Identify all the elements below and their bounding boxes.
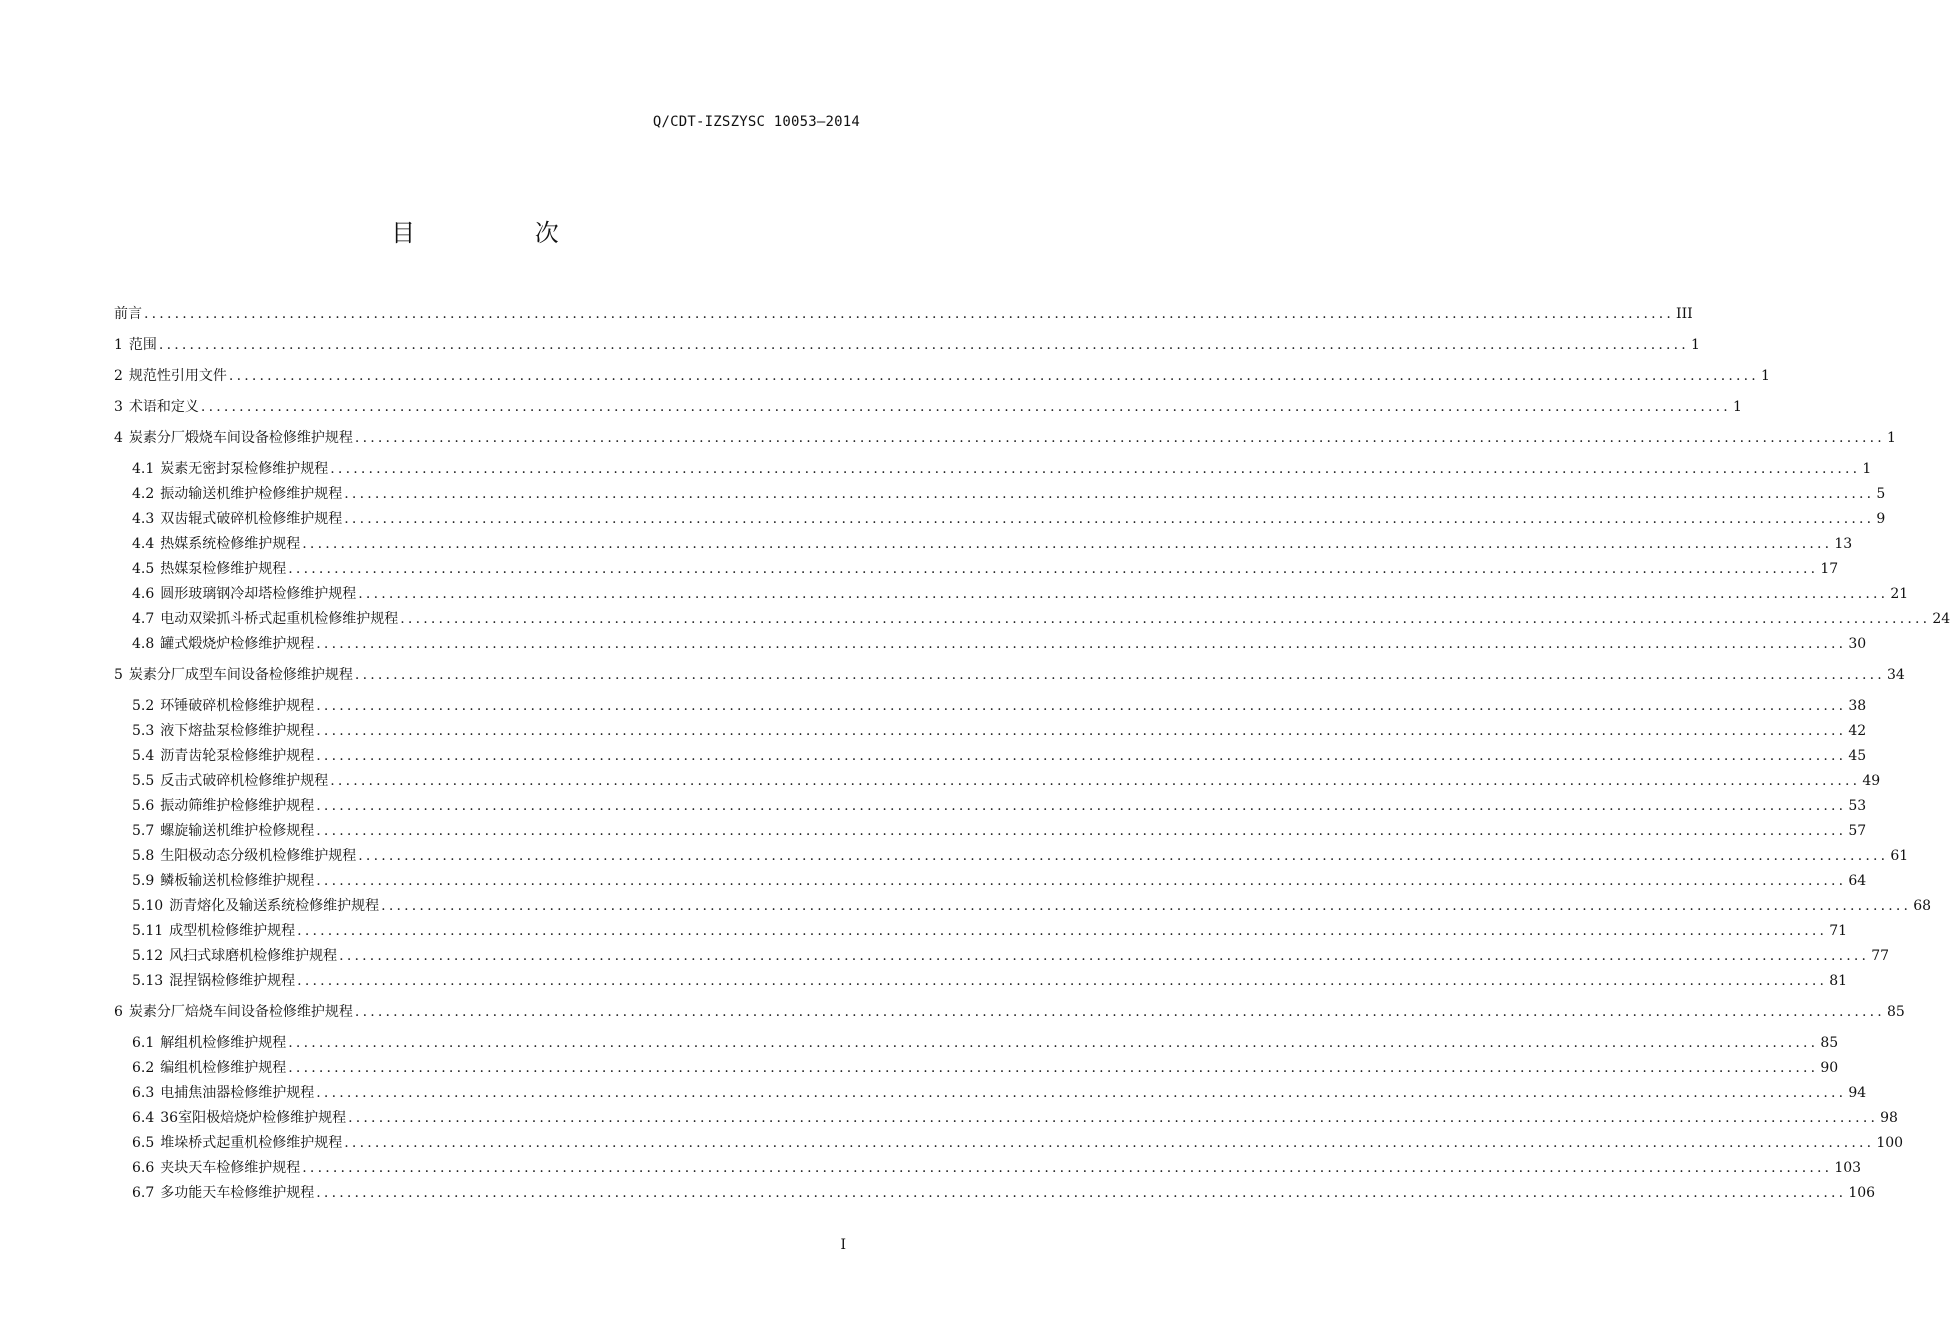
toc-entry-label: 双齿辊式破碎机检修维护规程 [160,511,343,527]
toc-leader-dots: ........................................................................................................................................................................................................ [288,1035,1819,1051]
toc-entry-page: 61 [1890,848,1909,864]
toc-leader-dots: ........................................................................................................................................................................................................ [400,611,1931,627]
toc-entry-number: 6.6 [132,1160,155,1176]
toc-entry-label: 36室阳极焙烧炉检修维护规程 [160,1110,347,1126]
toc-leader-dots: ........................................................................................................................................................................................................ [200,399,1731,415]
toc-entry-number: 6.4 [132,1110,155,1126]
toc-entry[interactable] [132,505,1886,529]
toc-entry-label: 液下熔盐泵检修维护规程 [160,723,315,739]
toc-entry[interactable] [114,300,1693,324]
toc-entry-number: 5.6 [132,798,155,814]
toc-entry[interactable] [132,530,1853,554]
toc-entry-label: 环锤破碎机检修维护规程 [160,698,315,714]
toc-entry-label: 多功能天车检修维护规程 [160,1185,315,1201]
toc-entry[interactable] [114,393,1742,417]
toc-entry-label: 规范性引用文件 [128,368,227,384]
toc-entry-label: 电捕焦油器检修维护规程 [160,1085,315,1101]
toc-entry-label: 炭素分厂焙烧车间设备检修维护规程 [128,1004,353,1020]
toc-entry-label: 前言 [114,306,142,322]
toc-entry-number: 4.1 [132,461,155,477]
toc-entry-label: 混捏锅检修维护规程 [169,973,296,989]
toc-entry[interactable] [114,661,1905,685]
toc-entry[interactable] [132,742,1867,766]
toc-entry-page: 81 [1829,973,1848,989]
toc-leader-dots: ........................................................................................................................................................................................................ [158,337,1689,353]
toc-entry-number: 3 [114,399,123,415]
toc-entry-number: 5.8 [132,848,155,864]
toc-entry-page: 24 [1932,611,1950,627]
toc-leader-dots: ........................................................................................................................................................................................................ [316,873,1847,889]
toc-leader-dots: ........................................................................................................................................................................................................ [297,923,1828,939]
toc-entry-page: 1 [1862,461,1872,477]
toc-entry-page: 90 [1820,1060,1839,1076]
toc-leader-dots: ........................................................................................................................................................................................................ [330,773,1861,789]
toc-entry[interactable] [132,767,1881,791]
toc-entry-page: 77 [1871,948,1890,964]
toc-entry-page: 9 [1876,511,1886,527]
toc-entry-number: 4.5 [132,561,155,577]
toc-entry-label: 炭素分厂成型车间设备检修维护规程 [128,667,353,683]
toc-entry-label: 炭素分厂煅烧车间设备检修维护规程 [128,430,353,446]
toc-entry-label: 热媒系统检修维护规程 [160,536,301,552]
toc-entry[interactable] [132,605,1950,629]
toc-entry-page: 103 [1834,1160,1862,1176]
page-title: 目 次 [391,219,615,247]
toc-entry-page: 98 [1880,1110,1898,1126]
toc-leader-dots: ........................................................................................................................................................................................................ [316,748,1847,764]
toc-entry-page: 1 [1732,399,1742,415]
toc-leader-dots: ........................................................................................................................................................................................................ [302,1160,1833,1176]
toc-entry-page: 71 [1829,923,1848,939]
toc-entry-number: 5.11 [132,923,164,939]
toc-entry[interactable] [132,967,1848,991]
toc-entry-page: 53 [1848,798,1867,814]
toc-leader-dots: ........................................................................................................................................................................................................ [348,1110,1879,1126]
toc-leader-dots: ........................................................................................................................................................................................................ [288,1060,1819,1076]
toc-entry-page: 100 [1876,1135,1904,1151]
toc-entry-number: 5.9 [132,873,155,889]
toc-entry-page: 68 [1913,898,1932,914]
toc-entry[interactable] [132,580,1909,604]
toc-entry-label: 圆形玻璃钢冷却塔检修维护规程 [160,586,357,602]
toc-entry[interactable] [114,362,1770,386]
toc-entry-page: 17 [1820,561,1839,577]
toc-leader-dots: ........................................................................................................................................................................................................ [344,486,1875,502]
toc-entry-number: 6.5 [132,1135,155,1151]
toc-entry[interactable] [132,1079,1867,1103]
toc-entry-number: 4.4 [132,536,155,552]
toc-entry[interactable] [132,842,1909,866]
toc-entry[interactable] [114,998,1905,1022]
toc-entry[interactable] [132,1154,1862,1178]
toc-entry-number: 6.1 [132,1035,155,1051]
toc-entry-number: 5.12 [132,948,164,964]
toc-entry[interactable] [132,555,1839,579]
toc-entry-label: 鳞板输送机检修维护规程 [160,873,315,889]
toc-entry-number: 6.2 [132,1060,155,1076]
toc-entry-number: 4.7 [132,611,155,627]
toc-entry[interactable] [132,480,1886,504]
toc-leader-dots: ........................................................................................................................................................................................................ [354,667,1885,683]
toc-entry[interactable] [132,1104,1898,1128]
toc-entry-number: 5.4 [132,748,155,764]
toc-entry-label: 范围 [128,337,157,353]
toc-entry-number: 4.2 [132,486,155,502]
toc-leader-dots: ........................................................................................................................................................................................................ [316,723,1847,739]
toc-entry[interactable] [132,1129,1904,1153]
toc-leader-dots: ........................................................................................................................................................................................................ [316,798,1847,814]
toc-entry-number: 6.7 [132,1185,155,1201]
toc-entry[interactable] [132,630,1867,654]
toc-entry-label: 夹块天车检修维护规程 [160,1160,301,1176]
toc-entry-number: 5.5 [132,773,155,789]
toc-entry-page: 42 [1848,723,1867,739]
toc-entry[interactable] [132,1179,1876,1203]
toc-entry-number: 6 [114,1004,123,1020]
toc-entry[interactable] [132,455,1872,479]
toc-entry-page: 1 [1760,368,1770,384]
toc-entry-number: 5.7 [132,823,155,839]
toc-entry-number: 4 [114,430,123,446]
toc-entry-number: 4.3 [132,511,155,527]
toc-leader-dots: ........................................................................................................................................................................................................ [228,368,1759,384]
toc-entry-label: 振动输送机维护检修维护规程 [160,486,343,502]
toc-entry[interactable] [132,867,1867,891]
toc-entry-label: 振动筛维护检修维护规程 [160,798,315,814]
toc-entry-label: 螺旋输送机维护检修规程 [160,823,315,839]
toc-entry-page: 1 [1690,337,1700,353]
toc-leader-dots: ........................................................................................................................................................................................................ [302,536,1833,552]
toc-entry-page: 49 [1862,773,1881,789]
toc-leader-dots: ........................................................................................................................................................................................................ [316,1085,1847,1101]
toc-entry-label: 术语和定义 [128,399,199,415]
toc-entry-number: 1 [114,337,123,353]
toc-entry-number: 4.6 [132,586,155,602]
toc-entry-number: 4.8 [132,636,155,652]
toc-entry-page: 64 [1848,873,1867,889]
toc-entry-page: 5 [1876,486,1886,502]
toc-entry-page: 21 [1890,586,1909,602]
toc-entry-label: 沥青熔化及输送系统检修维护规程 [169,898,380,914]
toc-entry-number: 5.13 [132,973,164,989]
toc-entry-number: 5.10 [132,898,164,914]
toc-entry-page: 94 [1848,1085,1867,1101]
toc-entry-label: 电动双梁抓斗桥式起重机检修维护规程 [160,611,399,627]
toc-entry-number: 2 [114,368,123,384]
toc-entry-number: 5.3 [132,723,155,739]
toc-entry-page: 34 [1886,667,1905,683]
toc-leader-dots: ........................................................................................................................................................................................................ [339,948,1870,964]
toc-leader-dots: ........................................................................................................................................................................................................ [358,586,1889,602]
toc-entry[interactable] [132,1029,1839,1053]
toc-entry[interactable] [132,942,1890,966]
document-code: Q/CDT-IZSZYSC 10053—2014 [652,114,860,130]
toc-entry-number: 5 [114,667,123,683]
toc-leader-dots: ........................................................................................................................................................................................................ [354,1004,1885,1020]
toc-entry[interactable] [132,717,1867,741]
toc-entry-label: 编组机检修维护规程 [160,1060,287,1076]
toc-entry-label: 沥青齿轮泵检修维护规程 [160,748,315,764]
toc-entry-page: 85 [1820,1035,1839,1051]
toc-entry-label: 炭素无密封泵检修维护规程 [160,461,329,477]
toc-leader-dots: ........................................................................................................................................................................................................ [344,511,1875,527]
toc-entry[interactable] [132,692,1867,716]
toc-leader-dots: ........................................................................................................................................................................................................ [316,698,1847,714]
toc-entry-label: 反击式破碎机检修维护规程 [160,773,329,789]
toc-entry[interactable] [132,892,1932,916]
toc-entry-page: 13 [1834,536,1853,552]
toc-entry-page: 57 [1848,823,1867,839]
toc-entry-page: III [1676,306,1693,322]
toc-entry-number: 6.3 [132,1085,155,1101]
toc-leader-dots: ........................................................................................................................................................................................................ [344,1135,1875,1151]
toc-entry-page: 45 [1848,748,1867,764]
toc-leader-dots: ........................................................................................................................................................................................................ [288,561,1819,577]
toc-entry-label: 罐式煅烧炉检修维护规程 [160,636,315,652]
toc-entry-page: 30 [1848,636,1867,652]
toc-leader-dots: ........................................................................................................................................................................................................ [330,461,1861,477]
toc-entry-page: 106 [1848,1185,1876,1201]
toc-entry-page: 1 [1886,430,1896,446]
toc-entry[interactable] [132,917,1848,941]
toc-leader-dots: ........................................................................................................................................................................................................ [381,898,1912,914]
toc-entry-label: 生阳极动态分级机检修维护规程 [160,848,357,864]
toc-entry-label: 堆垛桥式起重机检修维护规程 [160,1135,343,1151]
toc-leader-dots: ........................................................................................................................................................................................................ [144,306,1675,322]
toc-leader-dots: ........................................................................................................................................................................................................ [297,973,1828,989]
toc-entry-label: 热媒泵检修维护规程 [160,561,287,577]
page-number: I [840,1237,846,1253]
toc-entry-number: 5.2 [132,698,155,714]
toc-entry[interactable] [132,1054,1839,1078]
toc-leader-dots: ........................................................................................................................................................................................................ [358,848,1889,864]
toc-entry[interactable] [114,424,1896,448]
toc-leader-dots: ........................................................................................................................................................................................................ [316,1185,1847,1201]
toc-leader-dots: ........................................................................................................................................................................................................ [316,636,1847,652]
toc-entry[interactable] [132,817,1867,841]
toc-entry-page: 38 [1848,698,1867,714]
toc-entry-label: 风扫式球磨机检修维护规程 [169,948,338,964]
toc-entry-page: 85 [1886,1004,1905,1020]
toc-entry[interactable] [114,331,1700,355]
toc-entry[interactable] [132,792,1867,816]
toc-leader-dots: ........................................................................................................................................................................................................ [354,430,1885,446]
toc-entry-label: 解组机检修维护规程 [160,1035,287,1051]
toc-leader-dots: ........................................................................................................................................................................................................ [316,823,1847,839]
toc-entry-label: 成型机检修维护规程 [169,923,296,939]
